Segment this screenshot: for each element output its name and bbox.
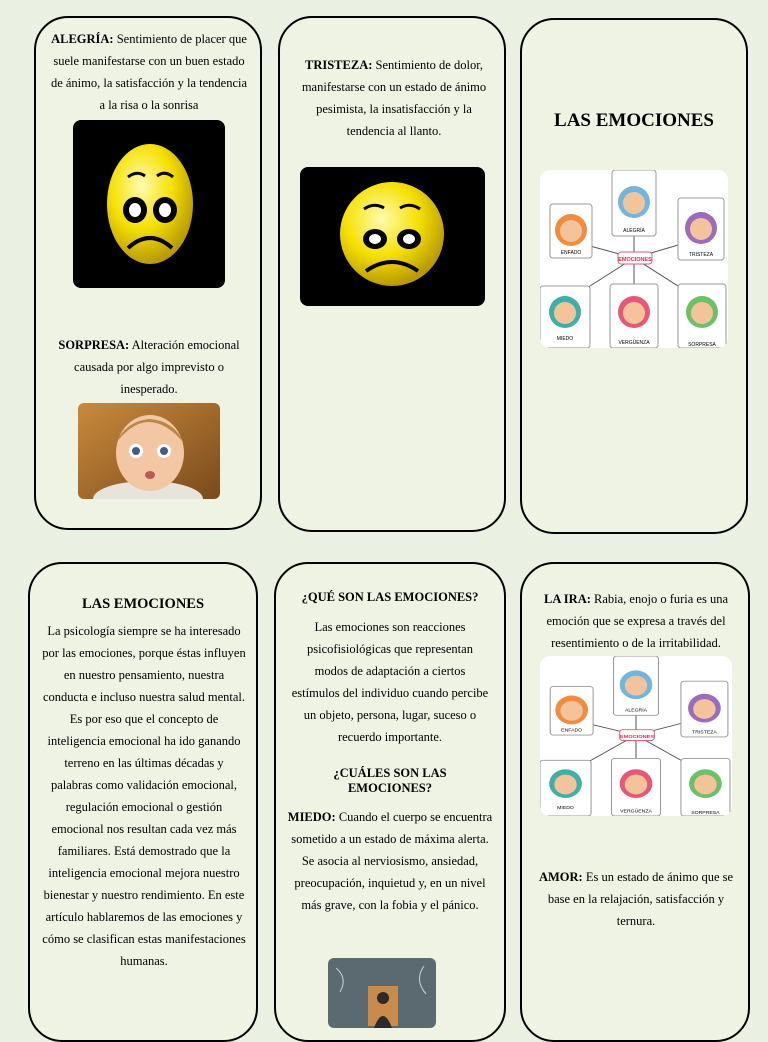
miedo-text: Cuando el cuerpo se encuentra sometido a un estado de máxima alerta. Se asocia al nerviosismo, ansiedad, preocupación, inquietud y, en un nivel más grave, con la fobia y el pánico.: [291, 810, 493, 912]
sorpresa-definition: [48, 334, 250, 400]
question-which-are: ¿CUÁLES SON LAS EMOCIONES?: [333, 766, 447, 795]
diagram-label-tristeza: TRISTEZA: [692, 730, 717, 736]
fear-figure-icon: [328, 958, 436, 1028]
baby-face-icon: [78, 403, 220, 499]
diagram-label-verguenza: VERGÜENZA: [620, 809, 652, 815]
emotions-diagram: [540, 656, 732, 816]
sad-face-image: [73, 120, 225, 288]
tristeza-definition: [292, 54, 496, 142]
panel-alegria-sorpresa: [34, 16, 262, 530]
amor-term: AMOR:: [538, 870, 583, 884]
tristeza-text: Sentimiento de dolor, manifestarse con un estado de ánimo pesimista, la insatisfacción y la tendencia al llanto.: [301, 58, 487, 138]
intro-title: LAS EMOCIONES: [81, 596, 205, 612]
diagram-label-verguenza: VERGÜENZA: [618, 340, 650, 346]
diagram-label-tristeza: TRISTEZA: [688, 252, 714, 258]
emotions-diagram-graphic: [540, 170, 728, 348]
diagram-label-sorpresa: SORPRESA: [688, 342, 716, 348]
panel-what-are-emotions: [274, 562, 506, 1042]
tristeza-term: TRISTEZA:: [305, 58, 373, 72]
diagram-label-miedo: MIEDO: [557, 806, 574, 811]
sad-face-image: [300, 167, 485, 306]
diagram-label-sorpresa: SORPRESA: [691, 811, 720, 816]
diagram-center-label: EMOCIONES: [618, 257, 652, 263]
diagram-label-alegria: ALEGRÍA: [623, 228, 645, 234]
panel-intro: [28, 562, 258, 1042]
surprised-baby-photo: [78, 403, 220, 499]
cover-title: LAS EMOCIONES: [554, 110, 714, 131]
diagram-label-miedo: MIEDO: [556, 336, 574, 342]
sad-face-icon: [300, 167, 485, 306]
ira-text: Rabia, enojo o furia es una emoción que se expresa a través del resentimiento o de la irritabilidad.: [546, 592, 728, 650]
sorpresa-text: Alteración emocional causada por algo imprevisto o inesperado.: [74, 338, 240, 396]
panel-tristeza: [278, 16, 506, 532]
amor-text: Es un estado de ánimo que se base en la relajación, satisfacción y ternura.: [547, 870, 734, 928]
diagram-label-enfado: ENFADO: [561, 728, 583, 734]
miedo-definition: [286, 806, 494, 916]
emotions-diagram: [540, 170, 728, 348]
ira-term: LA IRA:: [544, 592, 591, 606]
ira-definition: [534, 588, 738, 654]
miedo-term: MIEDO:: [287, 810, 336, 824]
diagram-label-alegria: ALEGRÍA: [624, 708, 648, 714]
intro-body: La psicología siempre se ha interesado por las emociones, porque éstas influyen en nuestro pensamiento, nuestra conducta e incluso nuestra salud mental. Es por eso que el concepto de inteligencia emocional ha ido ganando terreno en las últimas décadas y palabras como validación emocional, regulación emocional o gestión emocional nos resultan cada vez más familiares. Está demostrado que la inteligencia emocional mejora nuestro bienestar y nuestro rendimiento. En este artículo hablaremos de las emociones y cómo se clasifican estas manifestaciones humanas.: [42, 624, 246, 968]
sad-face-icon: [73, 120, 225, 288]
alegria-term: ALEGRÍA:: [51, 32, 114, 46]
emotions-diagram-graphic: [540, 656, 732, 816]
diagram-label-enfado: ENFADO: [560, 250, 582, 256]
panel-title-cover: [520, 18, 748, 534]
alegria-definition: [48, 28, 250, 116]
panel-ira-amor: [520, 562, 750, 1042]
question-what-are: ¿QUÉ SON LAS EMOCIONES?: [301, 590, 479, 604]
answer-what-are: Las emociones son reacciones psicofisiológicas que representan modos de adaptación a ciertos estímulos del individuo cuando percibe un objeto, persona, lugar, suceso o recuerdo importante.: [291, 620, 489, 744]
fear-illustration: [328, 958, 436, 1028]
amor-definition: [534, 866, 738, 932]
sorpresa-term: SORPRESA:: [58, 338, 130, 352]
alegria-text: Sentimiento de placer que suele manifestarse con un buen estado de ánimo, la satisfacción y la tendencia a la risa o la sonrisa: [50, 32, 248, 112]
diagram-center-label: EMOCIONES: [619, 734, 655, 740]
